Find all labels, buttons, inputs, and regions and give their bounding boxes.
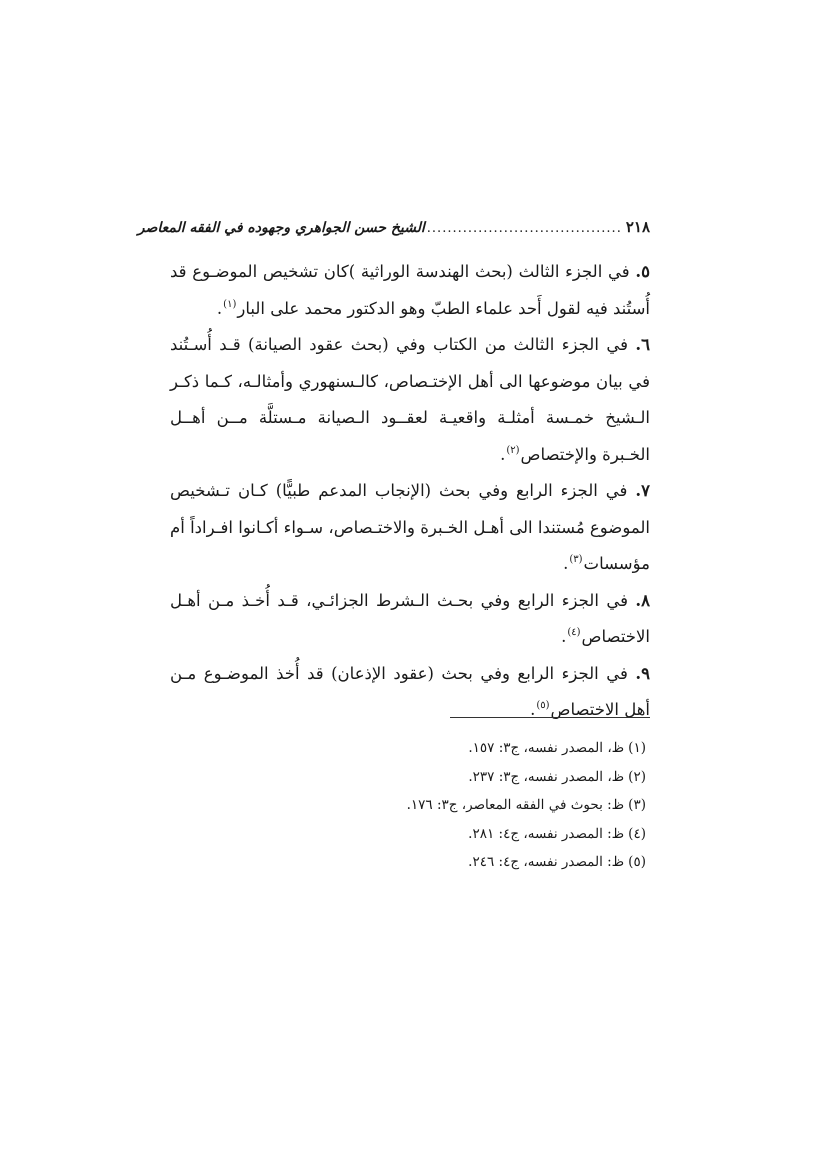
footnote-reference[interactable]: (٤) xyxy=(567,627,581,638)
running-header xyxy=(137,218,650,246)
header-leader-dots: ...................................... xyxy=(426,221,622,236)
paragraph-text: في الجزء الرابع وفي بحث (عقود الإذعان) قد أُخذ الموضـوع مـن أهل الاختصاص xyxy=(170,663,650,719)
paragraph-end: . xyxy=(216,298,223,318)
paragraph-number: ٩. xyxy=(635,663,650,683)
page-number: ٢١٨ xyxy=(625,218,650,236)
book-page xyxy=(137,0,650,1169)
footnote-text: ظ: المصدر نفسه، ج٤: ٢٤٦. xyxy=(468,854,625,870)
paragraph-7 xyxy=(170,473,650,583)
paragraph-6 xyxy=(170,327,650,473)
paragraph-text: في الجزء الرابع وفي بحـث الـشرط الجزائـي، قـد أُخـذ مـن أهـل الاختصاص xyxy=(170,590,650,646)
footnote-reference[interactable]: (٥) xyxy=(536,700,550,711)
footnote-5 xyxy=(170,848,650,877)
paragraph-end: . xyxy=(563,554,569,573)
footnote-number: (٥) xyxy=(628,854,646,870)
footnote-4 xyxy=(170,820,650,849)
footnote-3 xyxy=(170,791,650,820)
footnote-reference[interactable]: (١) xyxy=(223,298,237,310)
footnote-number: (٤) xyxy=(628,825,646,842)
footnote-2 xyxy=(170,763,650,792)
paragraph-end: . xyxy=(561,627,567,646)
footnote-number: (١) xyxy=(628,740,646,756)
footnote-number: (٣) xyxy=(628,797,646,813)
footnote-number: (٢) xyxy=(628,768,646,785)
paragraph-text: في الجزء الثالث من الكتاب وفي (بحث عقود الصيانة) قـد أُسـتُند في بيان موضوعها الى أهل الإختـصاص، كالـسنهوري وأمثالـه، كـما ذكـر الـشيخ خمـسة أمثلـة واقعيـة لعقــود الـصيانة مـستلَّة مــن أهــل الخـبرة والإختصاص xyxy=(170,335,650,464)
footnote-text: ظ: المصدر نفسه، ج٤: ٢٨١. xyxy=(468,825,625,842)
paragraph-8 xyxy=(170,583,650,656)
paragraph-end: . xyxy=(500,444,506,464)
footnote-text: ظ، المصدر نفسه، ج٣: ١٥٧. xyxy=(468,740,625,756)
footnote-divider xyxy=(450,717,650,718)
footnote-text: ظ: بحوث في الفقه المعاصر، ج٣: ١٧٦. xyxy=(406,797,625,813)
footnote-1 xyxy=(170,734,650,763)
paragraph-number: ٨. xyxy=(635,590,650,610)
running-header-title: الشيخ حسن الجواهري وجهوده في الفقه المعاصر xyxy=(137,220,425,236)
footnotes xyxy=(170,734,650,877)
footnote-text: ظ، المصدر نفسه، ج٣: ٢٣٧. xyxy=(468,768,625,785)
footnote-reference[interactable]: (٢) xyxy=(506,444,520,456)
paragraph-number: ٧. xyxy=(635,481,650,500)
paragraph-end: . xyxy=(530,700,536,719)
body-text xyxy=(170,254,650,729)
paragraph-text: في الجزء الثالث (بحث الهندسة الوراثية )كان تشخيص الموضـوع قد أُستُند فيه لقول أَحد علماء الطبّ وهو الدكتور محمد على البار xyxy=(170,262,650,318)
paragraph-number: ٥. xyxy=(635,262,650,281)
paragraph-5 xyxy=(170,254,650,327)
footnote-reference[interactable]: (٣) xyxy=(569,554,583,565)
paragraph-text: في الجزء الرابع وفي بحث (الإنجاب المدعم طبيًّا) كـان تـشخيص الموضوع مُستندا الى أهـل الخـبرة والاختـصاص، سـواء أكـانوا افـراداً أم مؤسسات xyxy=(170,481,650,573)
paragraph-number: ٦. xyxy=(635,335,650,354)
